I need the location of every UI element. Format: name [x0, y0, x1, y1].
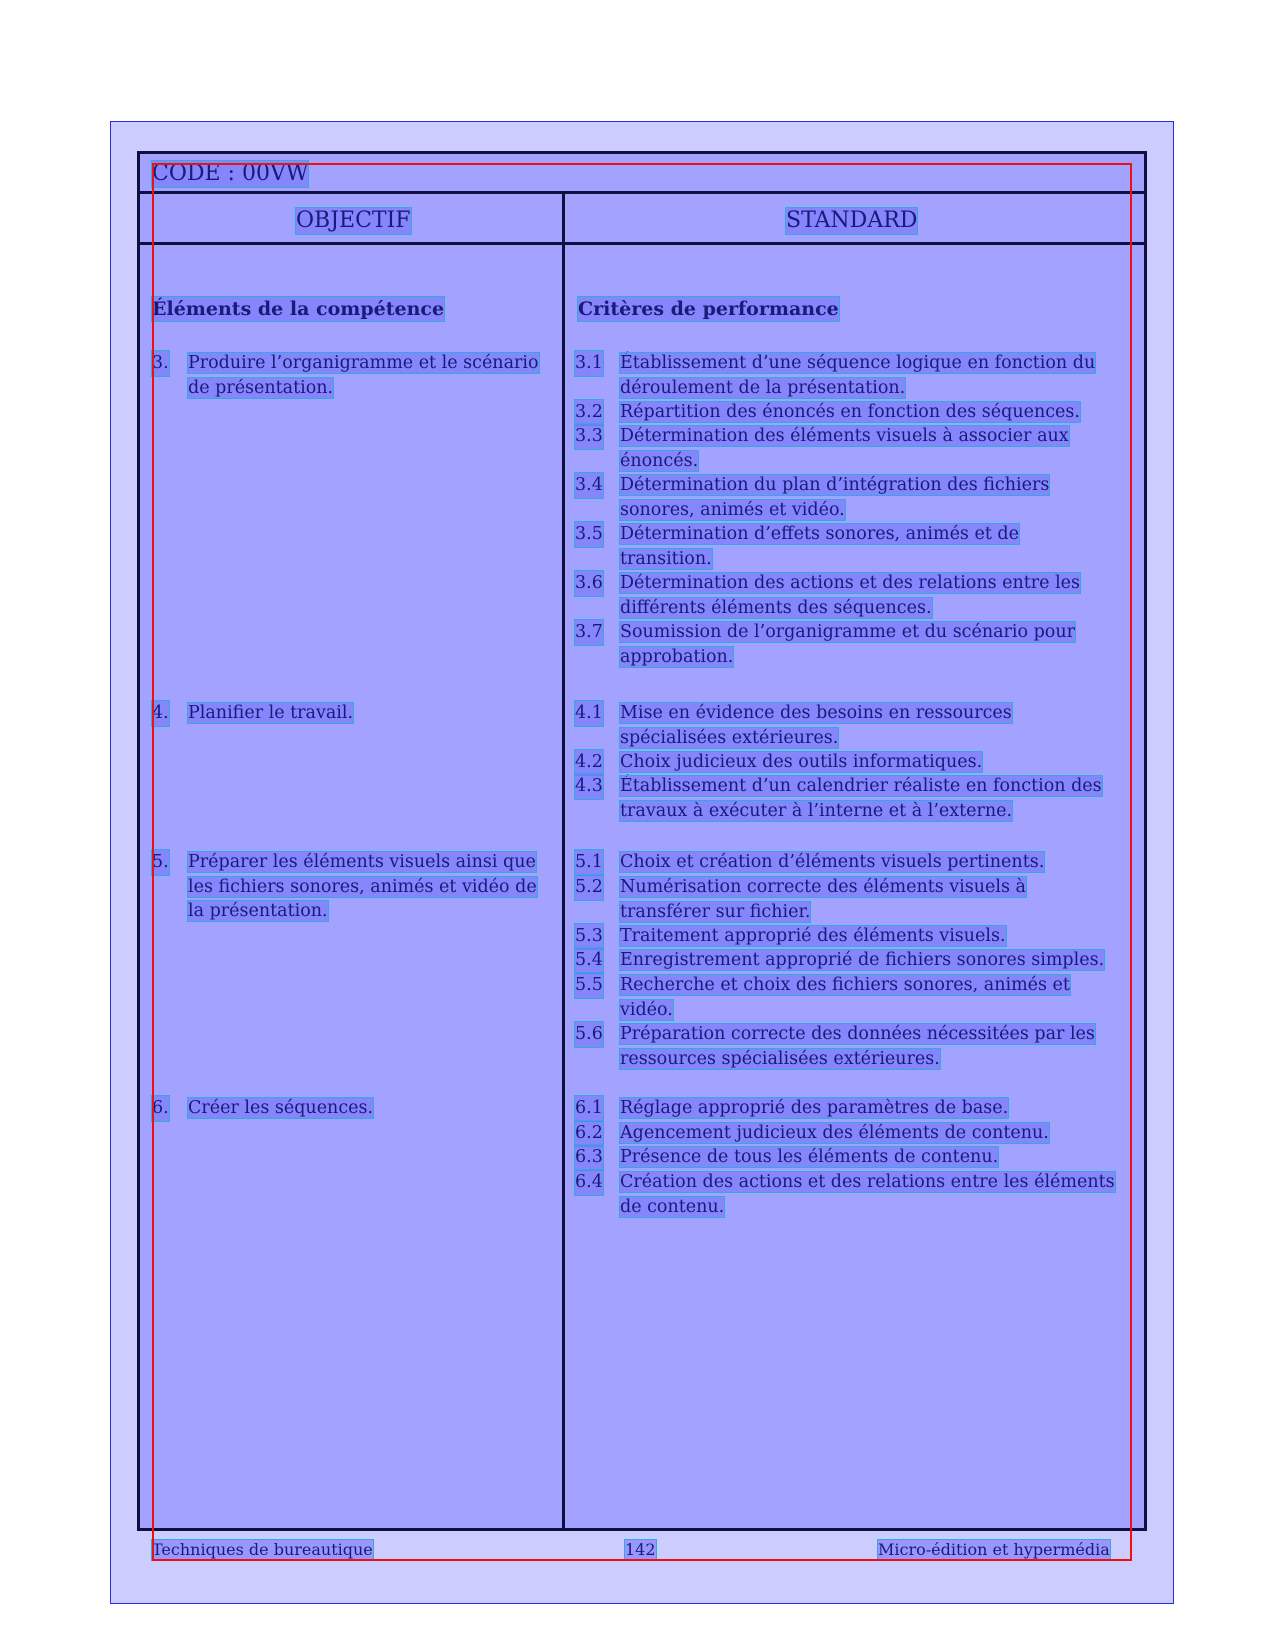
- criterion-item-text: Réglage approprié des paramètres de base.: [620, 1098, 1009, 1118]
- code-label: CODE : 00VW: [152, 161, 309, 186]
- criterion-item-number: 4.2: [575, 750, 603, 775]
- criterion-item-number: 5.6: [575, 1022, 603, 1047]
- criterion-item-number: 5.2: [575, 875, 603, 900]
- criterion-item-text: Numérisation correcte des éléments visuels à transférer sur fichier.: [620, 877, 1026, 922]
- criterion-item-number: 4.3: [575, 774, 603, 799]
- page-number: 142: [625, 1540, 656, 1559]
- criterion-item-text: Établissement d’une séquence logique en fonction du déroulement de la présentation.: [620, 353, 1096, 398]
- criterion-item-text: Établissement d’un calendrier réaliste en fonction des travaux à exécuter à l’interne et à l’externe.: [620, 776, 1102, 821]
- elements-title: Éléments de la compétence: [152, 298, 445, 320]
- criterion-item-text: Détermination du plan d’intégration des fichiers sonores, animés et vidéo.: [620, 475, 1050, 520]
- criterion-item-text: Mise en évidence des besoins en ressources spécialisées extérieures.: [620, 703, 1012, 748]
- element-item-number: 3.: [152, 351, 169, 376]
- element-item-number: 4.: [152, 701, 169, 726]
- element-item-text: Planifier le travail.: [188, 703, 354, 723]
- criterion-item-text: Détermination des éléments visuels à associer aux énoncés.: [620, 426, 1069, 471]
- criterion-item-text: Choix judicieux des outils informatiques.: [620, 752, 983, 772]
- criterion-item-text: Préparation correcte des données nécessitées par les ressources spécialisées extérieures.: [620, 1024, 1095, 1069]
- criterion-item-number: 3.1: [575, 351, 603, 376]
- criterion-item-text: Détermination d’effets sonores, animés et de transition.: [620, 524, 1019, 569]
- criterion-item-text: Détermination des actions et des relations entre les différents éléments des séquences.: [620, 573, 1081, 618]
- criterion-item-number: 5.4: [575, 948, 603, 973]
- criterion-item-text: Répartition des énoncés en fonction des séquences.: [620, 402, 1080, 422]
- criterion-item-number: 3.7: [575, 620, 603, 645]
- criterion-item-number: 6.4: [575, 1170, 603, 1195]
- element-item-number: 6.: [152, 1096, 169, 1121]
- criterion-item-number: 6.3: [575, 1145, 603, 1170]
- criterion-item-text: Création des actions et des relations entre les éléments de contenu.: [620, 1172, 1115, 1217]
- footer-left: Techniques de bureautique: [152, 1540, 373, 1559]
- criterion-item-text: Choix et création d’éléments visuels pertinents.: [620, 852, 1045, 872]
- criterion-item-number: 3.3: [575, 424, 603, 449]
- element-item-text: Préparer les éléments visuels ainsi que les fichiers sonores, animés et vidéo de la présentation.: [188, 852, 537, 921]
- criterion-item-text: Agencement judicieux des éléments de contenu.: [620, 1123, 1049, 1143]
- criterion-item-text: Enregistrement approprié de fichiers sonores simples.: [620, 950, 1105, 970]
- element-item-text: Produire l’organigramme et le scénario de présentation.: [188, 353, 539, 398]
- criterion-item-number: 4.1: [575, 701, 603, 726]
- criterion-item-number: 6.1: [575, 1096, 603, 1121]
- criterion-item-number: 5.5: [575, 973, 603, 998]
- criteria-title: Critères de performance: [578, 298, 839, 320]
- criterion-item-text: Présence de tous les éléments de contenu.: [620, 1147, 999, 1167]
- criterion-item-number: 3.6: [575, 571, 603, 596]
- criterion-item-number: 3.4: [575, 473, 603, 498]
- selection-box: [152, 163, 1132, 1561]
- objective-header: OBJECTIF: [296, 208, 411, 233]
- criterion-item-text: Recherche et choix des fichiers sonores, animés et vidéo.: [620, 975, 1070, 1020]
- element-item-text: Créer les séquences.: [188, 1098, 374, 1118]
- element-item-number: 5.: [152, 850, 169, 875]
- criterion-item-text: Traitement approprié des éléments visuels.: [620, 926, 1006, 946]
- footer-right: Micro-édition et hypermédia: [878, 1540, 1110, 1559]
- criterion-item-number: 5.3: [575, 924, 603, 949]
- criterion-item-text: Soumission de l’organigramme et du scénario pour approbation.: [620, 622, 1075, 667]
- standard-header: STANDARD: [786, 208, 918, 233]
- criterion-item-number: 3.2: [575, 400, 603, 425]
- criterion-item-number: 6.2: [575, 1121, 603, 1146]
- criterion-item-number: 5.1: [575, 850, 603, 875]
- criterion-item-number: 3.5: [575, 522, 603, 547]
